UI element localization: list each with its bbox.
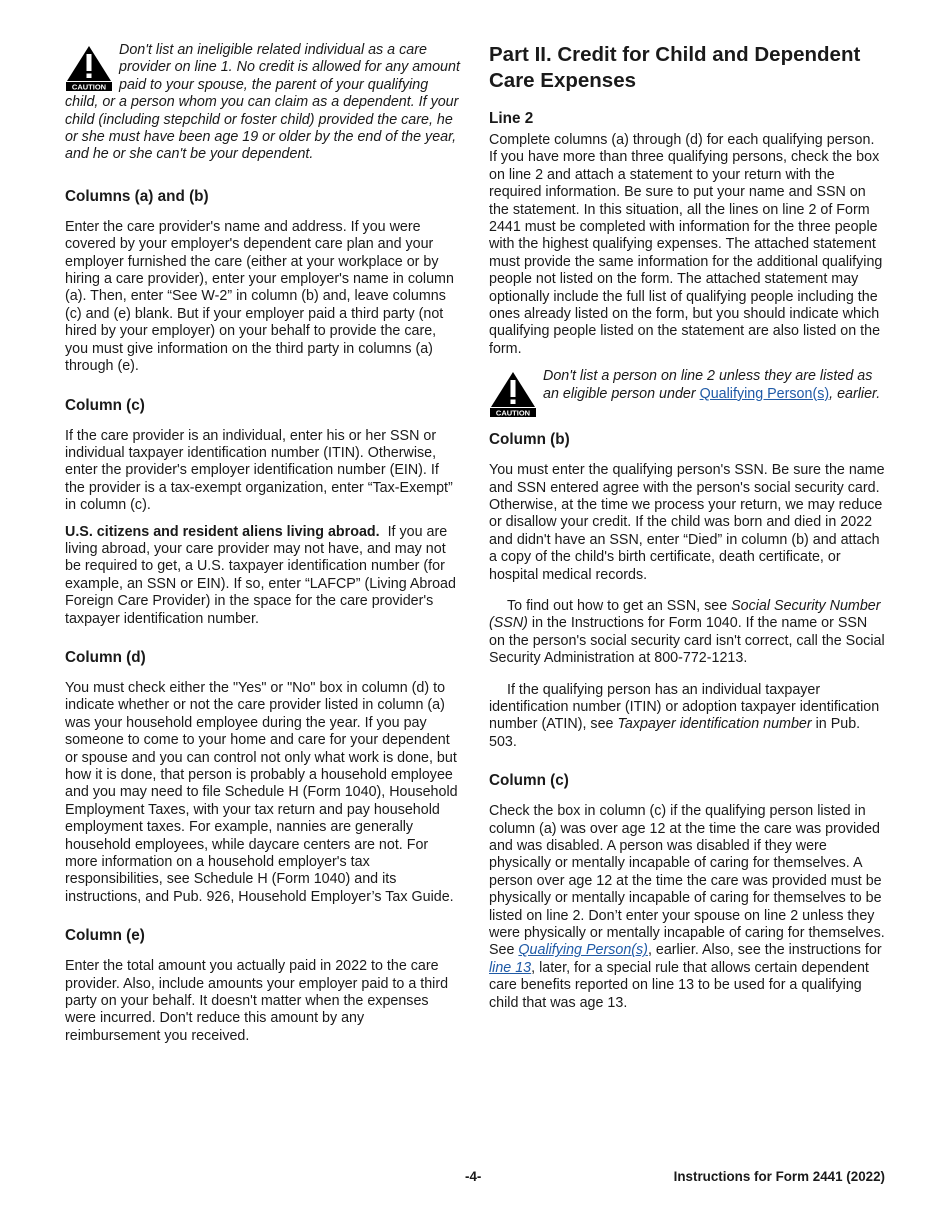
part-title: Part II. Credit for Child and Dependent Care Expenses	[489, 43, 861, 92]
column-d-text: You must check either the "Yes" or "No" box in column (d) to indicate whether or not the care provider listed in column (a) was your household employee during the year. If you pay someone to come to your home and care for your dependent or spouse and you can control not only what work is done, but how it is done, that person is probably a household employee and you may need to file Schedule H (Form 1040), Household Employment Taxes, with your tax return and pay household employment taxes. For example, nannies are generally household employees, while daycare centers are not. For more information on a household employer's tax responsibilities, see Schedule H (Form 1040) and its instructions, and Pub. 926, Household Employer’s Tax Guide.	[65, 679, 458, 905]
form-title-footer: Instructions for Form 2441 (2022)	[673, 1169, 885, 1184]
columns-a-b-text: Enter the care provider's name and address. If you were covered by your employer's dependent care plan and your employer furnished the care (either at your workplace or by hiring a care provider), enter your employer's name in column (a). Then, enter “See W-2” in column (b) and, leave columns (c) and (e) blank. But if your employer paid a third party (not hired by your employer) on your behalf to provide the care, you must give information on the third party in columns (a) through (e).	[65, 218, 454, 375]
qualifying-persons-link-2[interactable]: Qualifying Person(s)	[518, 942, 648, 959]
abroad-lead: U.S. citizens and resident aliens living abroad.	[65, 523, 380, 540]
page-number: -4-	[465, 1169, 482, 1184]
caution-text: Don't list an ineligible related individual as a care provider on line 1. No credit is allowed for any amount paid to your spouse, the parent of your qualifying child, or a person whom you can claim as a dependent. If your child (including stepchild or foster child) provided the care, he or she must have been age 19 or older by the end of the year, and he or she can't be your dependent.	[65, 42, 460, 163]
column-b-text: You must enter the qualifying person's SSN. Be sure the name and SSN entered agree with the person's social security card. Otherwise, at the time we process your return, we may reduce or disallow your credit. If the child was born and died in 2022 and didn't have an SSN, enter “Died” in column (b) and attach a copy of the child's birth certificate, death certificate, or hospital medical records.	[489, 462, 885, 583]
heading-column-d: Column (d)	[65, 648, 146, 666]
heading-column-c: Column (c)	[65, 396, 145, 414]
heading-column-e: Column (e)	[65, 927, 145, 945]
heading-column-b: Column (b)	[489, 431, 570, 449]
heading-columns-a-b: Columns (a) and (b)	[65, 187, 209, 205]
line-2-text: Complete columns (a) through (d) for each qualifying person. If you have more than three qualifying persons, check the box on line 2 and attach a statement to your return with the required information. Be sure to put your name and SSN on the statement. In this situation, all the lines on line 2 of Form 2441 must be completed with information for the three people with the highest qualifying expenses. The attached statement must provide the same information for the additional qualifying people not listed on the form. The attached statement may optionally include the full list of qualifying people including the ones already listed on the form, but you should indicate which qualifying people listed on the statement are also listed on the form.	[489, 132, 883, 357]
right-column	[489, 42, 886, 1012]
svg-text:CAUTION: CAUTION	[71, 82, 107, 91]
heading-column-c-right: Column (c)	[489, 772, 569, 790]
column-e-text: Enter the total amount you actually paid in 2022 to the care provider. Also, include amounts your employer paid to a third party on your behalf. It doesn't matter when the expenses were incurred. Don't reduce this amount by any reimbursement you received.	[65, 958, 449, 1044]
caution-text: Don't list a person on line 2 unless they are listed as an eligible person under Qualifying Person(s), earlier.	[543, 368, 881, 402]
column-c-text: If the care provider is an individual, enter his or her SSN or individual taxpayer identification number (ITIN). Otherwise, enter the provider's employer identification number (EIN). If the provider is a tax-exempt organization, enter “Tax-Exempt” in column (c).	[65, 427, 453, 514]
caution-box-line-2	[489, 368, 886, 418]
qualifying-persons-link[interactable]: Qualifying Person(s)	[699, 385, 830, 402]
line-13-link[interactable]: line 13	[489, 959, 532, 976]
caution-icon	[65, 45, 113, 91]
heading-line-2: Line 2	[489, 110, 534, 127]
left-column	[65, 42, 462, 1045]
abroad-text: If you are living abroad, your care provider may not have, and may not be required to get, a U.S. taxpayer identification number (for example, an SSN or EIN). If so, enter “LAFCP” (Living Abroad Foreign Care Provider) in the space for the care provider's taxpayer identification number.	[65, 523, 456, 627]
caution-box-ineligible-provider	[65, 42, 462, 164]
svg-text:CAUTION: CAUTION	[495, 408, 531, 418]
itin-paragraph: If the qualifying person has an individual taxpayer identification number (ITIN) or adoption taxpayer identification number (ATIN), see Taxpayer identification number in Pub. 503.	[489, 681, 880, 750]
column-c-right-text: Check the box in column (c) if the qualifying person listed in column (a) was over age 12 at the time the care was provided and was disabled. A person was disabled if they were physically or mentally incapable of caring for themselves. A person over age 12 at the time the care was provided must be physically or mentally incapable of caring for themselves to be listed on line 2. Don’t enter your spouse on line 2 unless they were physically or mentally incapable of caring for themselves. See Qualifying Person(s), earlier. Also, see the instructions for line 13, later, for a special rule that allows certain dependent care benefits reported on line 13 to be used for a qualifying child that was age 13.	[489, 803, 885, 1011]
caution-icon	[489, 371, 537, 417]
abroad-paragraph	[65, 524, 462, 628]
ssn-paragraph: To find out how to get an SSN, see Social Security Number (SSN) in the Instructions for Form 1040. If the name or SSN on the person's social security card isn't correct, call the Social Security Administration at 800-772-1213.	[489, 597, 885, 667]
